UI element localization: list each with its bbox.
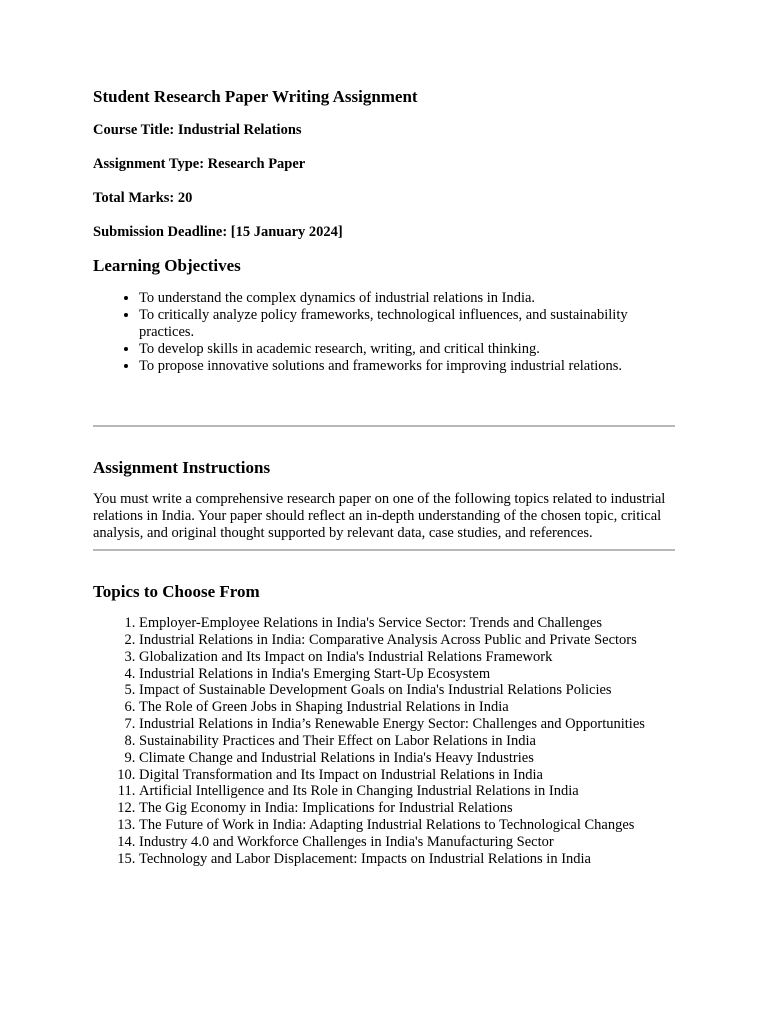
topic-item: 14. Industry 4.0 and Workforce Challenges in India's Manufacturing Sector xyxy=(139,834,675,851)
topic-item: 5. Impact of Sustainable Development Goals on India's Industrial Relations Policies xyxy=(139,682,675,699)
assignment-type: Assignment Type: Research Paper xyxy=(93,156,306,172)
instructions-heading: Assignment Instructions xyxy=(93,458,271,477)
topic-item: 11. Artificial Intelligence and Its Role in Changing Industrial Relations in India xyxy=(139,783,675,800)
topic-item: 4. Industrial Relations in India's Emerging Start-Up Ecosystem xyxy=(139,666,675,683)
objective-item: • To develop skills in academic research, writing, and critical thinking. xyxy=(139,341,675,358)
learning-objectives-heading: Learning Objectives xyxy=(93,256,241,275)
topic-item: 13. The Future of Work in India: Adapting Industrial Relations to Technological Changes xyxy=(139,817,675,834)
objective-item: • To propose innovative solutions and frameworks for improving industrial relations. xyxy=(139,358,675,375)
document-page xyxy=(93,86,675,868)
topic-item: 6. The Role of Green Jobs in Shaping Industrial Relations in India xyxy=(139,699,675,716)
instructions-paragraph: You must write a comprehensive research paper on one of the following topics related to industrial relations in India. Your paper should reflect an in-depth understanding of the chosen topic, critical analysis, and original thought supported by relevant data, case studies, and references. xyxy=(93,491,666,541)
topics-list xyxy=(93,615,675,868)
topic-item: 12. The Gig Economy in India: Implications for Industrial Relations xyxy=(139,800,675,817)
document-title: Student Research Paper Writing Assignment xyxy=(93,87,418,106)
learning-objectives-list xyxy=(93,290,675,375)
topic-item: 2. Industrial Relations in India: Comparative Analysis Across Public and Private Sectors xyxy=(139,632,675,649)
course-title: Course Title: Industrial Relations xyxy=(93,122,302,138)
topics-heading: Topics to Choose From xyxy=(93,582,260,601)
topic-item: 1. Employer-Employee Relations in India's Service Sector: Trends and Challenges xyxy=(139,615,675,632)
submission-deadline: Submission Deadline: [15 January 2024] xyxy=(93,224,343,240)
topic-item: 8. Sustainability Practices and Their Effect on Labor Relations in India xyxy=(139,733,675,750)
topic-item: 7. Industrial Relations in India’s Renewable Energy Sector: Challenges and Opportunities xyxy=(139,716,675,733)
objective-item: • To understand the complex dynamics of industrial relations in India. xyxy=(139,290,675,307)
topic-item: 3. Globalization and Its Impact on India's Industrial Relations Framework xyxy=(139,649,675,666)
topic-item: 9. Climate Change and Industrial Relations in India's Heavy Industries xyxy=(139,750,675,767)
total-marks: Total Marks: 20 xyxy=(93,190,193,206)
topic-item: 15. Technology and Labor Displacement: Impacts on Industrial Relations in India xyxy=(139,851,675,868)
topic-item: 10. Digital Transformation and Its Impact on Industrial Relations in India xyxy=(139,767,675,784)
objective-item: • To critically analyze policy frameworks, technological influences, and sustainability practices. xyxy=(139,307,675,341)
